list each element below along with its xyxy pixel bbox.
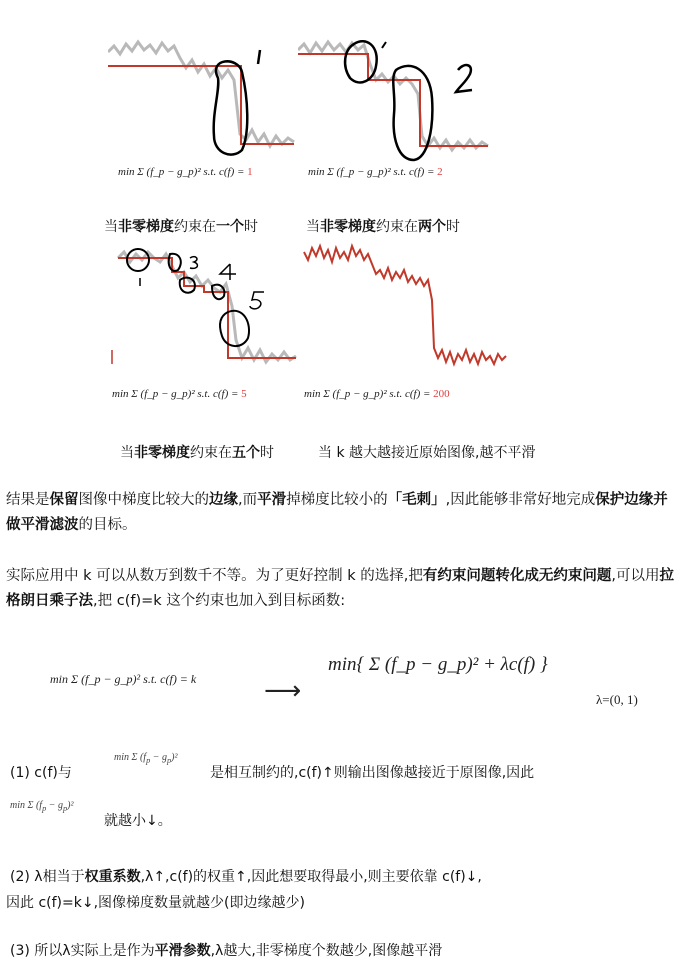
item1-inline-formula-2: min Σ $(f_p - g_p)^2$ xyxy=(10,800,74,813)
smoothed-fit xyxy=(118,258,296,358)
noisy-signal xyxy=(108,42,294,146)
plot-k2 xyxy=(298,38,498,163)
caption-five-gradients: 当非零梯度约束在五个时 xyxy=(120,445,274,461)
plot3-k-value: 5 xyxy=(241,388,247,400)
paragraph-lagrange: 实际应用中 k 可以从数万到数千不等。为了更好控制 k 的选择,把有约束问题转化成无约束问题,可以用拉格朗日乘子法,把 c(f)=k 这个约束也加入到目标函数: xyxy=(6,568,674,609)
plot2-k-value: 2 xyxy=(437,166,443,178)
plot4-k-value: 200 xyxy=(433,388,450,400)
smoothed-fit xyxy=(108,66,294,144)
hand-annotation-3 xyxy=(190,257,197,269)
hand-annotation-1 xyxy=(258,50,260,64)
lambda-range: λ=(0, 1) xyxy=(596,692,638,707)
item2-line2: 因此 c(f)=k↓,图像梯度数量就越少(即边缘越少) xyxy=(6,895,305,911)
plot4-formula: min Σ (f_p − g_p)² s.t. c(f) = 200 xyxy=(304,388,450,400)
paragraph-result: 结果是保留图像中梯度比较大的边缘,而平滑掉梯度比较小的「毛刺」,因此能够非常好地完成保护边缘并做平滑滤波的目标。 xyxy=(6,492,668,533)
item2-line1: (2) λ相当于权重系数,λ↑,c(f)的权重↑,因此想要取得最小,则主要依靠 c(f)↓, xyxy=(10,869,482,885)
caption-larger-k: 当 k 越大越接近原始图像,越不平滑 xyxy=(318,445,536,461)
hand-annotation-4 xyxy=(220,264,236,280)
arrow-icon: ⟶ xyxy=(264,676,302,706)
plot3-formula: min Σ (f_p − g_p)² s.t. c(f) = 5 xyxy=(112,388,247,400)
item1-line2: 就越小↓。 xyxy=(104,813,172,829)
item3-line: (3) 所以λ实际上是作为平滑参数,λ越大,非零梯度个数越少,图像越平滑 xyxy=(10,943,443,959)
hand-annotation-5 xyxy=(250,292,264,309)
hand-annotation-2 xyxy=(456,65,472,92)
item1-line1-b: 是相互制约的,c(f)↑则输出图像越接近于原图像,因此 xyxy=(210,765,535,781)
equation-unconstrained: min{ Σ (f_p − g_p)² + λc(f) } xyxy=(328,654,548,675)
item1-line1-a: (1) c(f)与 xyxy=(10,765,72,781)
caption-one-gradient: 当非零梯度约束在一个时 xyxy=(104,219,258,235)
equation-constrained: min Σ (f_p − g_p)² s.t. c(f) = k xyxy=(50,672,197,686)
plot-k200 xyxy=(300,240,510,380)
hand-annotation-1 xyxy=(382,42,386,48)
caption-two-gradients: 当非零梯度约束在两个时 xyxy=(306,219,460,235)
item1-inline-formula: min Σ $(f_p - g_p)^2$ xyxy=(114,752,178,765)
noisy-signal-red xyxy=(304,246,506,364)
plot1-k-value: 1 xyxy=(247,166,253,178)
plot-k5 xyxy=(108,240,300,380)
plot1-formula: min Σ (f_p − g_p)² s.t. c(f) = 1 xyxy=(118,166,253,178)
plot-k1 xyxy=(108,38,298,163)
plot2-formula: min Σ (f_p − g_p)² s.t. c(f) = 2 xyxy=(308,166,443,178)
